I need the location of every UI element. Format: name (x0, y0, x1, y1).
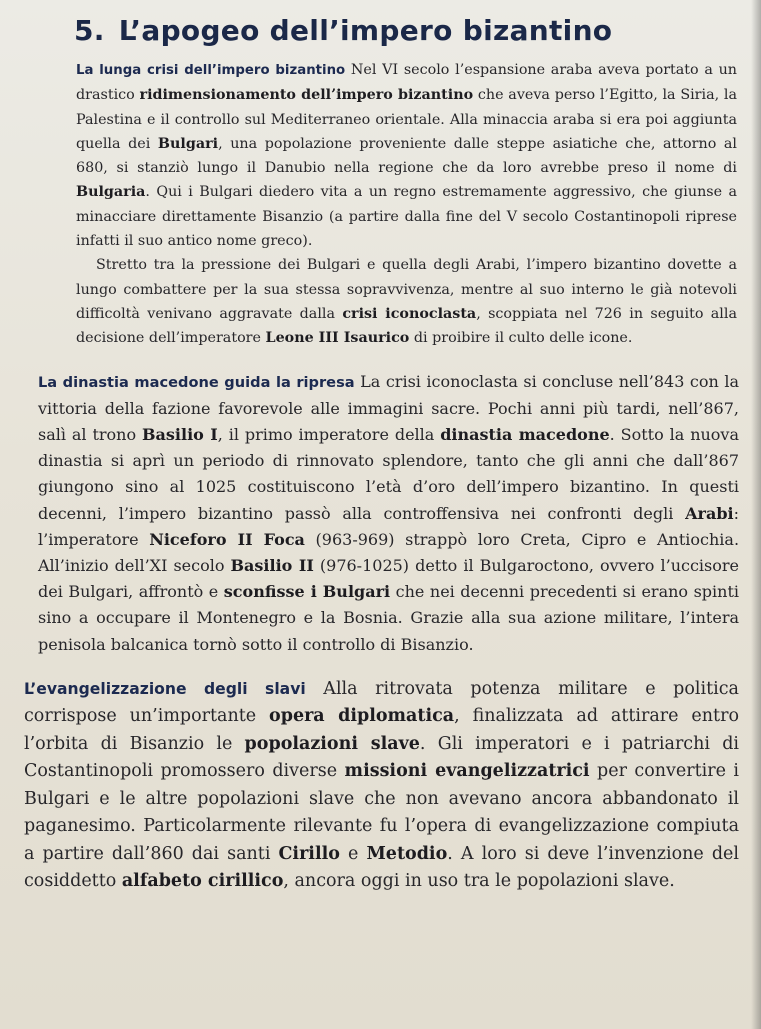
keyword: dinastia macedone (440, 424, 610, 444)
section-macedone (14, 369, 747, 658)
keyword: Bulgari (157, 135, 219, 152)
section-heading: La lunga crisi dell’impero bizantino (76, 63, 346, 78)
keyword: Basilio II (230, 555, 314, 575)
page-edge-shadow (751, 0, 761, 1029)
section-crisi (14, 58, 747, 351)
keyword: Arabi (685, 503, 734, 523)
chapter-title-text: L’apogeo dell’impero bizantino (118, 14, 613, 47)
keyword: Cirillo (278, 843, 340, 864)
keyword: Basilio I (142, 424, 218, 444)
keyword: ridimensionamento dell’impero bizantino (139, 87, 474, 104)
keyword: Leone III Isaurico (265, 330, 410, 347)
keyword: popolazioni slave (244, 733, 420, 754)
keyword: crisi iconoclasta (342, 305, 477, 322)
paragraph: La lunga crisi dell’impero bizantino Nel VI secolo l’espansione araba aveva portato a un drastico ridimensionamento dell’impero bizantino che aveva perso l’Egitto, la Siria, la Palestina e il controllo sul Mediterraneo orientale. Alla minaccia araba si era poi aggiunta quella dei Bulgari, una popolazione proveniente dalle steppe asiatiche che, attorno al 680, si stanziò lungo il Danubio nella regione che da loro avrebbe preso il nome di Bulgaria. Qui i Bulgari diedero vita a un regno estremamente aggressivo, che giunse a minacciare direttamente Bisanzio (a partire dalla fine del V secolo Costantinopoli riprese infatti il suo antico nome greco). (76, 62, 738, 250)
paragraph: La dinastia macedone guida la ripresa La crisi iconoclasta si concluse nell’843 con la vittoria della fazione favorevole alle immagini sacre. Pochi anni più tardi, nell’867, salì al trono Basilio I, il primo imperatore della dinastia macedone. Sotto la nuova dinastia si aprì un periodo di rinnovato splendore, tanto che gli anni che dall’867 giungono sino al 1025 costituiscono l’età d’oro dell’impero bizantino. In questi decenni, l’impero bizantino passò alla controffensiva nei confronti degli Arabi: l’imperatore Niceforo II Foca (963-969) strappò loro Creta, Cipro e Antiochia. All’inizio dell’XI secolo Basilio II (976-1025) detto il Bulgaroctono, ovvero l’uccisore dei Bulgari, affrontò e sconfisse i Bulgari che nei decenni precedenti si erano spinti sino a occupare il Montenegro e la Bosnia. Grazie alla sua azione militare, l’intera penisola balcanica tornò sotto il controllo di Bisanzio. (38, 371, 740, 654)
keyword: missioni evangelizzatrici (344, 761, 590, 782)
chapter-title (74, 14, 747, 48)
keyword: Niceforo II Foca (149, 529, 305, 549)
keyword: Bulgaria (76, 184, 146, 201)
chapter-number: 5. (74, 14, 105, 47)
paragraph: Stretto tra la pressione dei Bulgari e quella degli Arabi, l’impero bizantino dovette a lungo combattere per la sua stessa sopravvivenza, mentre al suo interno le già notevoli difficoltà venivano aggravate dalla crisi iconoclasta, scoppiata nel 726 in seguito alla decisione dell’imperatore Leone III Isaurico di proibire il culto delle icone. (76, 257, 737, 347)
keyword: sconfisse i Bulgari (223, 582, 391, 602)
keyword: Metodio (366, 843, 448, 864)
paragraph: L’evangelizzazione degli slavi Alla ritrovata potenza militare e politica corrispose un’importante opera diplomatica, finalizzata ad attirare entro l’orbita di Bisanzio le popolazioni slave. Gli imperatori e i patriarchi di Costantinopoli promossero diverse missioni evangelizzatrici per convertire i Bulgari e le altre popolazioni slave che non avevano ancora abbandonato il paganesimo. Particolarmente rilevante fu l’opera di evangelizzazione compiuta a partire dall’860 dai santi Cirillo e Metodio. A loro si deve l’invenzione del cosiddetto alfabeto cirillico, ancora oggi in uso tra le popolazioni slave. (24, 678, 740, 892)
keyword: opera diplomatica (269, 706, 455, 727)
section-heading: L’evangelizzazione degli slavi (24, 679, 306, 698)
section-heading: La dinastia macedone guida la ripresa (38, 373, 355, 391)
section-slavi (14, 676, 747, 896)
keyword: alfabeto cirillico (121, 871, 284, 892)
